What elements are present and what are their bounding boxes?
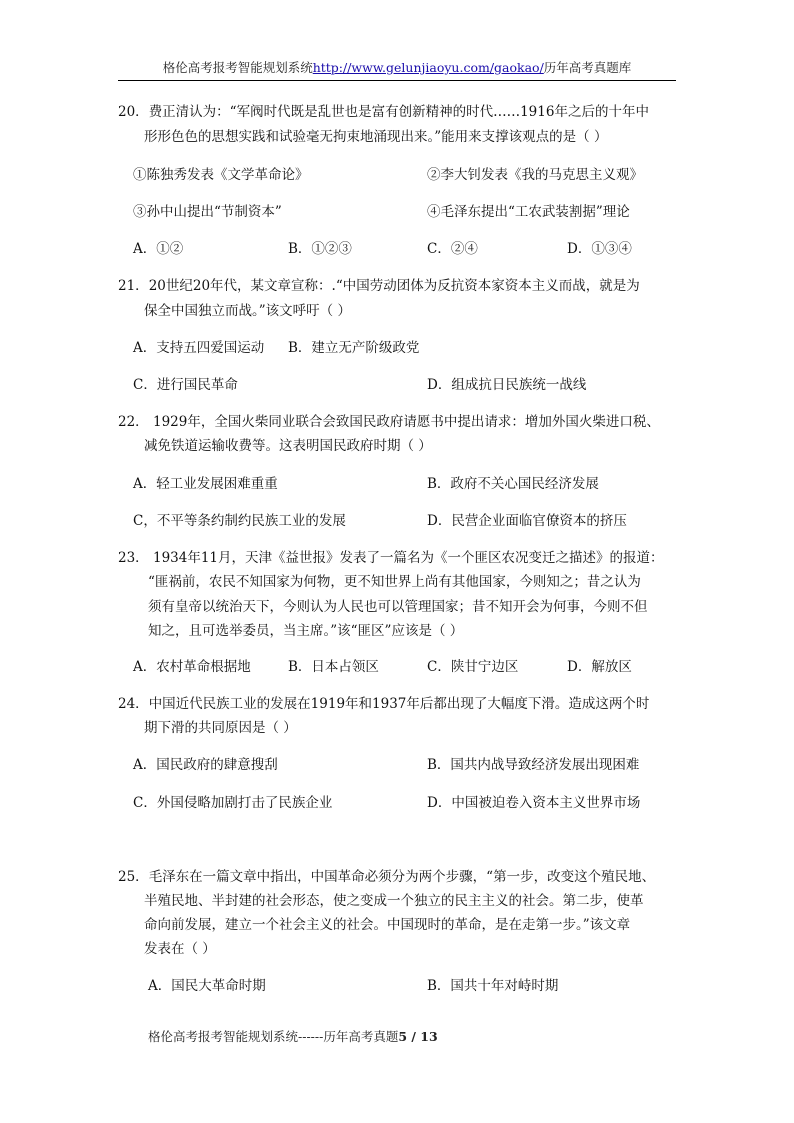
question-25-line4: 发表在（ ） — [144, 941, 216, 957]
question-text: 1934年11月，天津《益世报》发表了一篇名为《一个匪区农况变迁之描述》的报道： — [148, 550, 664, 566]
header-link[interactable]: http://www.gelunjiaoyu.com/gaokao/ — [312, 60, 544, 75]
header-suffix: 历年高考真题库 — [543, 60, 632, 75]
question-24-line2: 期下滑的共同原因是（ ） — [144, 720, 297, 736]
question-text: 费正清认为：“军阀时代既是乱世也是富有创新精神的时代……1916年之后的十年中 — [148, 104, 649, 120]
question-number: 20． — [118, 104, 149, 120]
option-d: D．①③④ — [567, 241, 632, 257]
question-20-line1 — [118, 100, 649, 120]
item-4: ④毛泽东提出“工农武装割据”理论 — [427, 204, 630, 220]
option-b: B．国共内战导致经济发展出现困难 — [427, 757, 640, 773]
option-a: A．国民政府的肆意搜刮 — [133, 757, 278, 773]
question-22-line1 — [118, 410, 660, 430]
question-22-line2: 减免铁道运输收费等。这表明国民政府时期（ ） — [144, 438, 432, 454]
item-2: ②李大钊发表《我的马克思主义观》 — [427, 167, 643, 183]
option-b: B．建立无产阶级政党 — [288, 340, 420, 356]
question-text: 20世纪20年代，某文章宣称：.“中国劳动团体为反抗资本家资本主义而战，就是为 — [148, 278, 640, 294]
option-a: A．国民大革命时期 — [148, 978, 266, 994]
option-c: C．外国侵略加剧打击了民族企业 — [133, 795, 333, 811]
page-footer — [148, 1027, 438, 1045]
question-21-line2: 保全中国独立而战。”该文呼吁（ ） — [144, 303, 351, 319]
question-text: 中国近代民族工业的发展在1919年和1937年后都出现了大幅度下滑。造成这两个时 — [148, 696, 650, 712]
question-number: 25． — [118, 869, 149, 885]
question-23-line1 — [118, 546, 664, 566]
option-a: A．①② — [133, 241, 184, 257]
question-23-line3: 须有皇帝以统治天下，今则认为人民也可以管理国家；昔不知开会为何事，今则不但 — [148, 599, 648, 615]
option-c: C．进行国民革命 — [133, 377, 238, 393]
option-d: D．中国被迫卷入资本主义世界市场 — [427, 795, 641, 811]
option-c: C，不平等条约制约民族工业的发展 — [133, 513, 346, 529]
option-b: B．日本占领区 — [288, 659, 379, 675]
option-d: D．民营企业面临官僚资本的挤压 — [427, 513, 627, 529]
question-25-line3: 命向前发展，建立一个社会主义的社会。中国现时的革命，是在走第一步。”该文章 — [144, 917, 631, 933]
item-3: ③孙中山提出“节制资本” — [133, 204, 282, 220]
question-number: 22． — [118, 414, 149, 430]
question-number: 21． — [118, 278, 149, 294]
option-d: D．解放区 — [567, 659, 632, 675]
option-d: D．组成抗日民族统一战线 — [427, 377, 587, 393]
question-number: 24． — [118, 696, 149, 712]
question-text: 毛泽东在一篇文章中指出，中国革命必须分为两个步骤，“第一步，改变这个殖民地、 — [148, 869, 656, 885]
question-25-line1 — [118, 865, 655, 885]
question-number: 23． — [118, 550, 149, 566]
option-b: B．①②③ — [288, 241, 352, 257]
item-1: ①陈独秀发表《文学革命论》 — [133, 167, 309, 183]
option-a: A．轻工业发展困难重重 — [133, 476, 278, 492]
page-number: 5 / 13 — [398, 1029, 438, 1044]
question-20-line2: 形形色色的思想实践和试验毫无拘束地涌现出来。”能用来支撑该观点的是（ ） — [144, 129, 608, 145]
question-text: 1929年，全国火柴同业联合会致国民政府请愿书中提出请求：增加外国火柴进口税、 — [148, 414, 660, 430]
option-a: A．农村革命根据地 — [133, 659, 251, 675]
question-23-line4: 知之，且可选举委员，当主席。”该“匪区”应该是（ ） — [148, 623, 464, 639]
footer-text: 格伦高考报考智能规划系统------历年高考真题 — [148, 1029, 399, 1044]
option-c: C．陕甘宁边区 — [427, 659, 519, 675]
option-b: B．国共十年对峙时期 — [427, 978, 559, 994]
question-23-line2: “匪祸前，农民不知国家为何物，更不知世界上尚有其他国家，今则知之；昔之认为 — [148, 574, 641, 590]
question-21-line1 — [118, 274, 640, 294]
option-c: C．②④ — [427, 241, 478, 257]
option-b: B．政府不关心国民经济发展 — [427, 476, 599, 492]
option-a: A．支持五四爱国运动 — [133, 340, 265, 356]
question-25-line2: 半殖民地、半封建的社会形态，使之变成一个独立的民主主义的社会。第二步，使革 — [144, 893, 644, 909]
page-header — [118, 58, 676, 81]
question-24-line1 — [118, 692, 649, 712]
header-prefix: 格伦高考报考智能规划系统 — [162, 60, 313, 75]
